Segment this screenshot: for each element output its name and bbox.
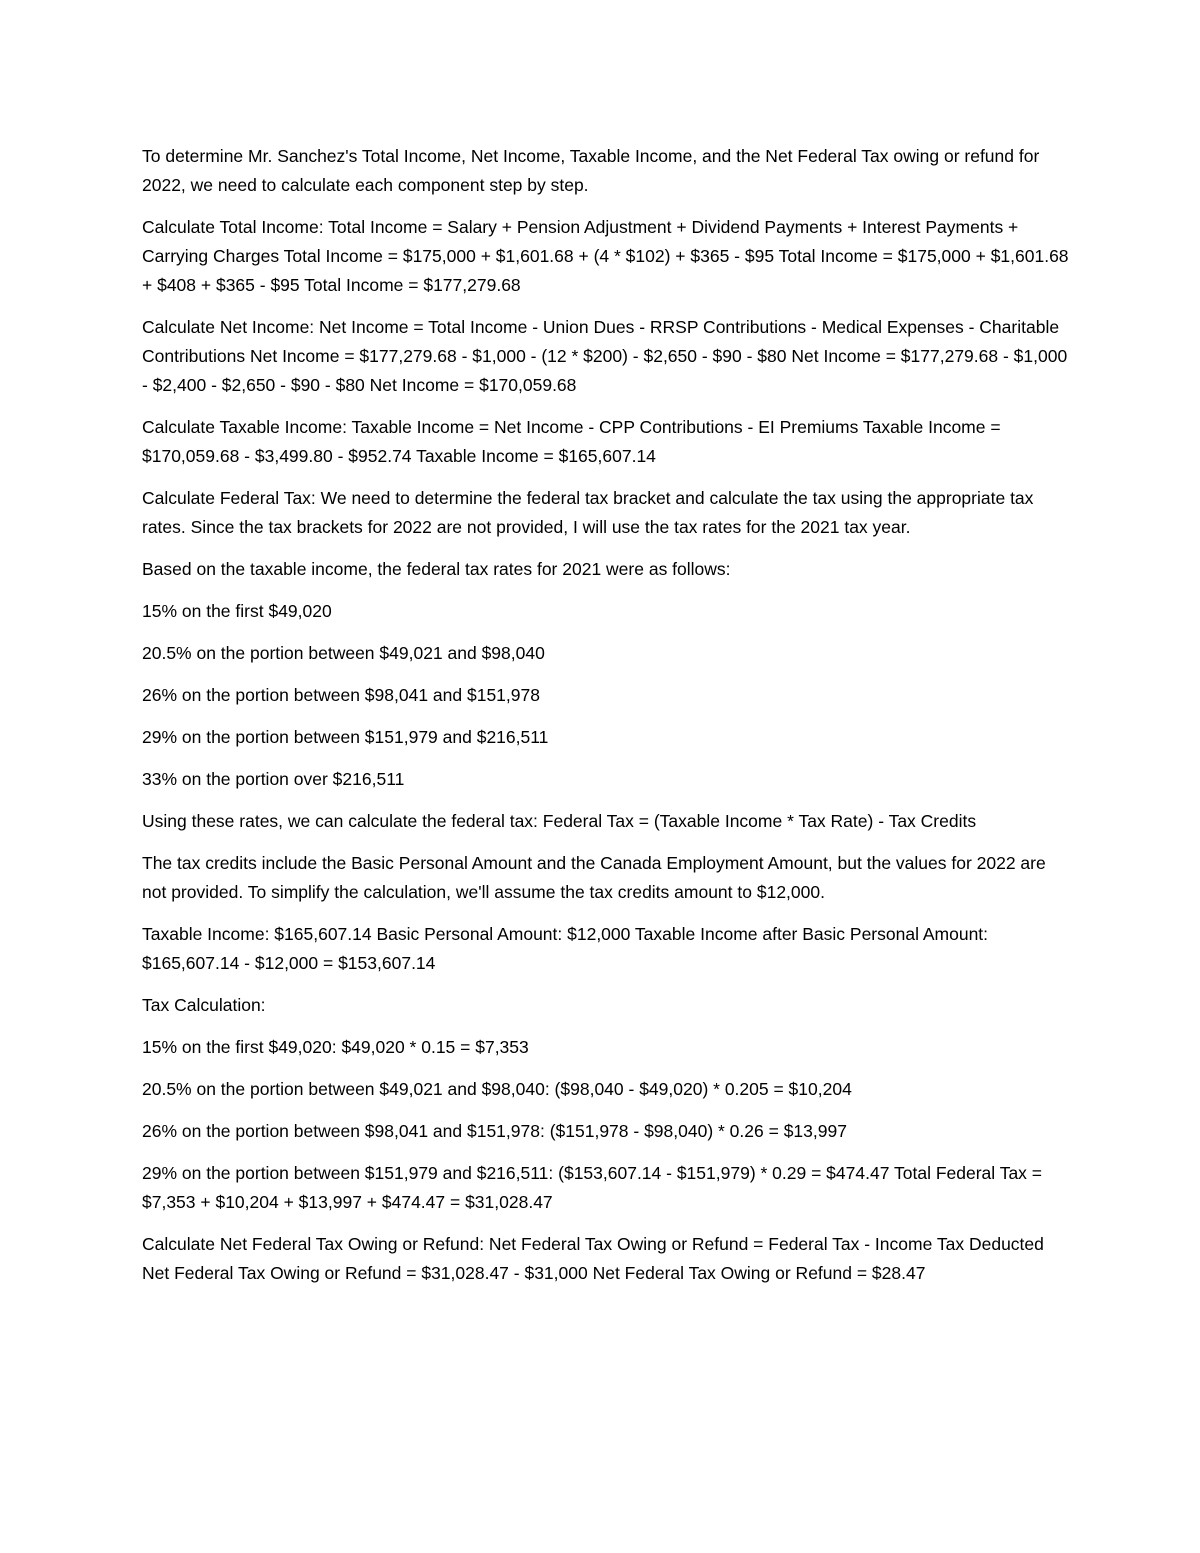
net-income-paragraph: Calculate Net Income: Net Income = Total Income - Union Dues - RRSP Contributions - Medical Expenses - Charitable Contributions Net Income = $177,279.68 - $1,000 - (12 * $200) - $2,650 - $90 - $80 Net Income = $177,279.68 - $1,000 - $2,400 - $2,650 - $90 - $80 Net Income = $170,059.68 bbox=[142, 317, 1068, 395]
taxable-after-bpa-paragraph: Taxable Income: $165,607.14 Basic Personal Amount: $12,000 Taxable Income after Basic Personal Amount: $165,607.14 - $12,000 = $153,607.14 bbox=[142, 924, 989, 973]
tax-calculation-heading: Tax Calculation: bbox=[142, 995, 266, 1015]
tax-credits-paragraph: The tax credits include the Basic Personal Amount and the Canada Employment Amount, but the values for 2022 are not provided. To simplify the calculation, we'll assume the tax credits amount to $12,000. bbox=[142, 853, 1046, 902]
total-income-paragraph: Calculate Total Income: Total Income = Salary + Pension Adjustment + Dividend Payments + Interest Payments + Carrying Charges Total Income = $175,000 + $1,601.68 + (4 * $102) + $365 - $95 Total Income = $175,000 + $1,601.68 + $408 + $365 - $95 Total Income = $177,279.68 bbox=[142, 217, 1069, 295]
intro-paragraph: To determine Mr. Sanchez's Total Income, Net Income, Taxable Income, and the Net Federal Tax owing or refund for 2022, we need to calculate each component step by step. bbox=[142, 146, 1040, 195]
calc-bracket-2: 20.5% on the portion between $49,021 and $98,040: ($98,040 - $49,020) * 0.205 = $10,204 bbox=[142, 1079, 852, 1099]
calc-bracket-4-total: 29% on the portion between $151,979 and $216,511: ($153,607.14 - $151,979) * 0.29 = $474.47 Total Federal Tax = $7,353 + $10,204 + $13,997 + $474.47 = $31,028.47 bbox=[142, 1163, 1043, 1212]
document-body bbox=[142, 142, 1072, 1301]
tax-bracket-3: 26% on the portion between $98,041 and $151,978 bbox=[142, 685, 540, 705]
calc-bracket-3: 26% on the portion between $98,041 and $151,978: ($151,978 - $98,040) * 0.26 = $13,997 bbox=[142, 1121, 847, 1141]
net-federal-tax-paragraph: Calculate Net Federal Tax Owing or Refund: Net Federal Tax Owing or Refund = Federal Tax - Income Tax Deducted Net Federal Tax Owing or Refund = $31,028.47 - $31,000 Net Federal Tax Owing or Refund = $28.47 bbox=[142, 1234, 1044, 1283]
tax-bracket-2: 20.5% on the portion between $49,021 and $98,040 bbox=[142, 643, 545, 663]
tax-bracket-4: 29% on the portion between $151,979 and $216,511 bbox=[142, 727, 549, 747]
federal-tax-formula: Using these rates, we can calculate the federal tax: Federal Tax = (Taxable Income * Tax Rate) - Tax Credits bbox=[142, 811, 977, 831]
tax-bracket-1: 15% on the first $49,020 bbox=[142, 601, 332, 621]
tax-rates-intro: Based on the taxable income, the federal tax rates for 2021 were as follows: bbox=[142, 559, 731, 579]
federal-tax-paragraph: Calculate Federal Tax: We need to determine the federal tax bracket and calculate the tax using the appropriate tax rates. Since the tax brackets for 2022 are not provided, I will use the tax rates for the 2021 tax year. bbox=[142, 488, 1034, 537]
taxable-income-paragraph: Calculate Taxable Income: Taxable Income = Net Income - CPP Contributions - EI Premiums Taxable Income = $170,059.68 - $3,499.80 - $952.74 Taxable Income = $165,607.14 bbox=[142, 417, 1001, 466]
tax-bracket-5: 33% on the portion over $216,511 bbox=[142, 769, 405, 789]
calc-bracket-1: 15% on the first $49,020: $49,020 * 0.15 = $7,353 bbox=[142, 1037, 529, 1057]
